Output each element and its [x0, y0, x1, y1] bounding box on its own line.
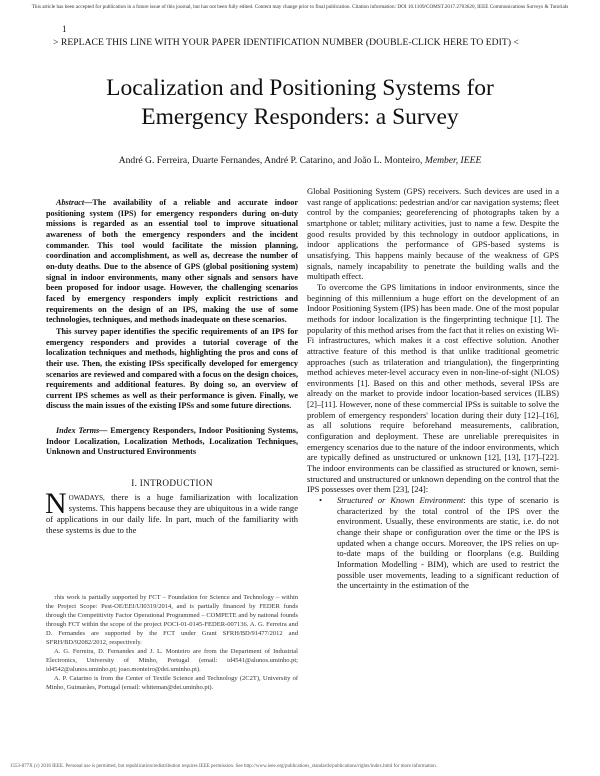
left-column	[46, 198, 298, 535]
section-heading-introduction: I. INTRODUCTION	[131, 478, 213, 489]
abstract	[46, 198, 298, 412]
intro-paragraph-2: Global Positioning System (GPS) receivers. Such devices are used in a vast range of applications: pedestrian and/or car navigation systems; fleet control by the companies; georeferencing of photographs taken by a smartphone or tablet; military activities, just to name a few. Despite the good results provided by this technology in outdoor applications, in indoor applications the performance of GPS-based systems is unsatisfying. This happens mainly because of the weakness of GPS signals, namely incapability to penetrate the building walls and the multipath effect.	[307, 186, 559, 282]
abstract-label: Abstract	[56, 198, 85, 207]
index-terms-label: Index Terms	[56, 426, 100, 436]
title-line-2: Emergency Responders: a Survey	[141, 104, 459, 130]
footnote-marker: T	[54, 595, 57, 600]
title-line-1: Localization and Positioning Systems for	[106, 75, 494, 101]
list-item	[307, 495, 559, 591]
author-names: André G. Ferreira, Duarte Fernandes, André P. Catarino, and João L. Monteiro,	[118, 155, 423, 166]
right-column	[307, 186, 559, 591]
index-terms: Index Terms— Emergency Responders, Indoor Positioning Systems, Indoor Localization, Localization Methods, Localization Techniques, Unknown and Unstructured Environments	[46, 426, 298, 457]
abstract-paragraph-2: This survey paper identifies the specific requirements of an IPS for emergency responders and provides a tutorial coverage of the localization techniques and methods, highlighting the pros and cons of their use. Then, the existing IPSs specifically developed for emergency scenarios are reviewed and compared with a focus on the design choices, requirements and additional features. By doing so, an overview of current IPS schemes as well as their performance is given. Finally, we discuss the main issues of the existing IPSs and some future directions.	[46, 326, 298, 411]
bullet-label: Structured or Known Environment	[337, 495, 464, 506]
footnote-affiliation-1: A. G. Ferreira, D. Fernandes and J. L. Monteiro are from the Department of Industrial Electronics, University of Minho, Portugal (email: id4541@alunos.uminho.pt; id4542@alunos.uminho.pt; joao.monteiro@dei.uminho.pt).	[46, 648, 298, 673]
footnote	[46, 593, 298, 692]
intro-paragraph-1: NOWADAYS, there is a huge familiarization with localization systems. This happens because they are ubiquitous in a wide range of applications in our daily life. In part, much of the familiarity with these systems is due to the	[45, 486, 298, 535]
author-membership: Member, IEEE	[424, 155, 482, 166]
environment-list	[307, 495, 559, 591]
paper-title	[0, 74, 600, 132]
intro-paragraph-3: To overcome the GPS limitations in indoor environments, since the beginning of this millennium a huge effort on the development of an Indoor Positioning System (IPS) has been made. One of the most popular methods for indoor localization is the fingerprinting technique [1]. The popularity of this method arises from the fact that it relies on existing Wi-Fi infrastructures, which makes it a cost effective solution. Another attractive feature of this method is that unlike traditional geometric approaches (such as trilateration and triangulation), the fingerprinting method achieves meter-level accuracy even in non-line-of-sight (NLOS) environments [1]. Based on this and other methods, several IPSs are already on the market to provide indoor location-based services (ILBS) [2]–[11]. However, none of these commercial IPSs is suitable to solve the problem of emergency responders' location during their duty [12]–[16], as all solutions require beforehand measurements, calibration, configuration and deployment. These are unreliable prerequisites in emergency scenarios due to the nature of the indoor environments, which are typically defined as unstructured or unknown [12], [13], [17]–[22]. The indoor environments can be classified as structured or known, semi-structured and unstructured or unknown depending on the control that the IPS possesses over them [23], [24]:	[307, 281, 559, 495]
copyright-footer: 1553-877X (c) 2016 IEEE. Personal use is permitted, but republication/redistribution requires IEEE permission. See http://www.ieee.org/publications_standards/publications/rights/index.html for more information.	[10, 764, 437, 769]
footnote-funding: $^T$his work is partially supported by FCT – Foundation for Science and Technology – within the Project Scope: Pest-OE/EEI/UI0319/2014, and is partially financed by FEDER funds through the Competitivity Factor Operational Programmed – COMPETE and by national founds through FCT within the scope of the project POCI-01-0145-FEDER-007136. A. G. Ferreira and D. Fernandes are supported by the FCT under Grant SFRH/BD/91477/2012 and SFRH/BD/92082/2012, respectively.	[46, 594, 298, 646]
paper-id-placeholder[interactable]: > REPLACE THIS LINE WITH YOUR PAPER IDENTIFICATION NUMBER (DOUBLE-CLICK HERE TO EDIT) <	[53, 37, 519, 48]
footnote-affiliation-2: A. P. Catarino is from the Center of Textile Science and Technology (2C2T), University of Minho, Guimarães, Portugal (email: whiteman@det.uminho.pt).	[46, 675, 298, 691]
drop-cap: N	[45, 486, 67, 520]
author-list	[0, 155, 600, 166]
abstract-paragraph-1: Abstract—The availability of a reliable and accurate indoor positioning system (IPS) for emergency responders during on-duty missions is regarded as an essential tool to improve situational awareness of both the emergency responders and the incident commander. This tool would facilitate the mission planning, coordination and accomplishment, as well as, decrease the number of on-duty deaths. Due to the absence of GPS (global positioning system) signal in indoor environments, many other signals and sensors have been proposed for indoor usage. However, the challenging scenarios faced by emergency responders imply explicit restrictions and requirements on the design of an IPS, making the use of some technologies, techniques, and methods inadequate on these scenarios.	[46, 198, 298, 325]
page-number: 1	[62, 24, 67, 34]
lead-word: OWADAYS,	[68, 493, 105, 502]
bullet-icon: •	[319, 495, 322, 506]
publication-notice: This article has been accepted for publication in a future issue of this journal, but has not been fully edited. Content may change prior to final publication. Citation information: DOI 10.1109/COMST.2017.2703620, IEEE Communications Surveys & Tutorials	[31, 4, 569, 10]
bullet-text: : this type of scenario is characterized by the total control of the IPS over the environment. Usually, these environments are static, i.e. do not change their shape or configuration over the time or the IPS is updated when a change occurs. Moreover, the IPS relies on up-to-date maps of the building or floorplans (e.g. Building Information Modelling - BIM), which are used to restrict the possible user movements, leading to a significant reduction of the uncertainty in the estimation of the	[337, 495, 559, 591]
